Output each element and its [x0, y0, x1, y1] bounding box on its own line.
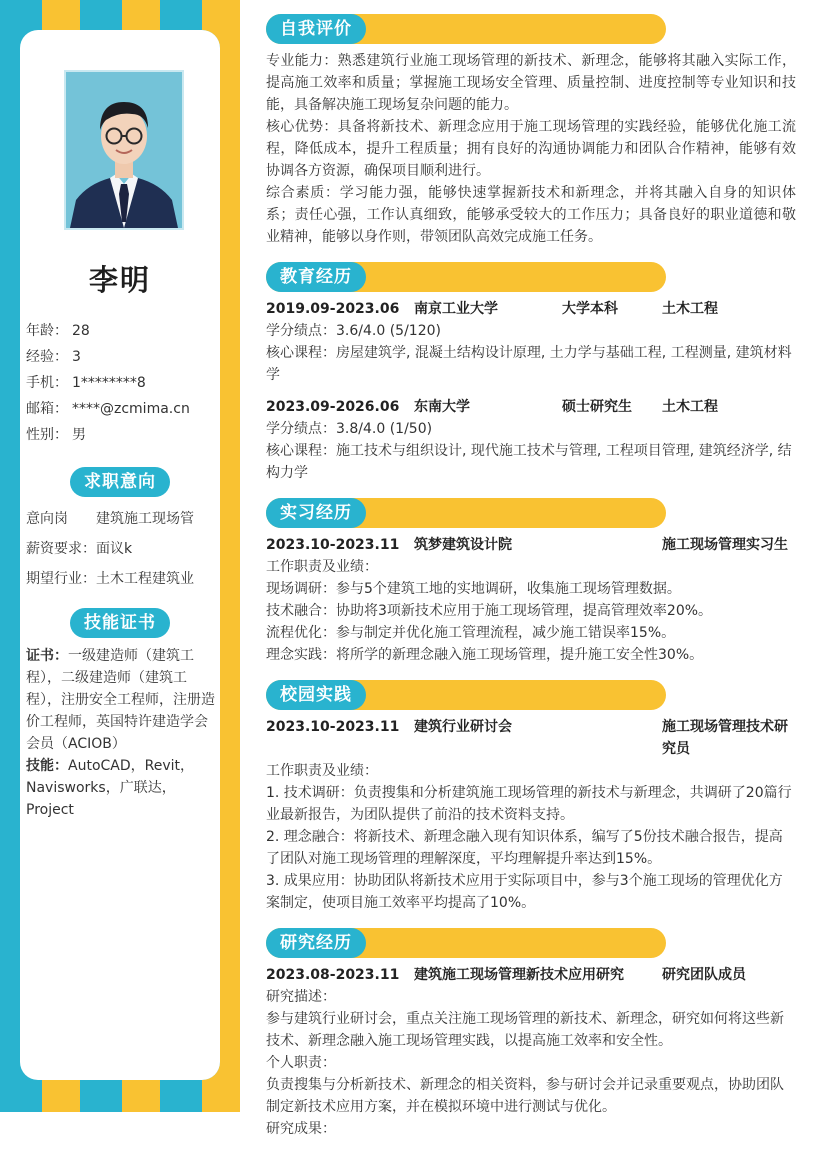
section-title: 研究经历 — [266, 928, 366, 958]
education-gpa: 学分绩点：3.6/4.0 (5/120) — [266, 323, 441, 339]
education-gpa: 学分绩点：3.8/4.0 (1/50) — [266, 421, 433, 437]
research-line: 负责搜集与分析新技术、新理念的相关资料，参与研讨会并记录重要观点，协助团队制定新技术应用方案，并在模拟环境中进行测试与优化。 — [266, 1077, 784, 1115]
campus-line: 工作职责及业绩： — [266, 763, 378, 779]
internship-line: 现场调研：参与5个建筑工地的实地调研，收集施工现场管理数据。 — [266, 581, 681, 597]
skills-text: 技能：AutoCAD，Revit，Navisworks，广联达，Project — [26, 758, 195, 818]
research-entry-header: 2023.08-2023.11 建筑施工现场管理新技术应用研究 研究团队成员 — [266, 967, 746, 983]
internship-line: 工作职责及业绩： — [266, 559, 378, 575]
self-eval-paragraph: 综合素质：学习能力强，能够快速掌握新技术和新理念，并将其融入自身的知识体系；责任心强，工作认真细致，能够承受较大的工作压力；具备良好的职业道德和敬业精神，能够以身作则，带领团队高效完成施工任务。 — [266, 185, 796, 245]
skills-certificates — [26, 645, 216, 821]
sidebar-panel — [20, 30, 220, 1080]
sidebar-card — [20, 30, 220, 1080]
section-internship — [266, 498, 796, 666]
campus-line: 3. 成果应用：协助团队将新技术应用于实际项目中，参与3个施工现场的管理优化方案制定，使项目施工效率平均提高了10%。 — [266, 873, 783, 911]
info-email: 邮箱： ****@zcmima.cn — [26, 401, 190, 417]
internship-line: 流程优化：参与制定并优化施工管理流程，减少施工错误率15%。 — [266, 625, 676, 641]
profile-photo — [64, 70, 184, 230]
section-title: 教育经历 — [266, 262, 366, 292]
section-self-evaluation — [266, 14, 796, 248]
intent-position: 意向岗 建筑施工现场管 — [26, 511, 194, 527]
research-line: 研究描述： — [266, 989, 336, 1005]
skills-heading: 技能证书 — [70, 608, 170, 638]
campus-line: 2. 理念融合：将新技术、新理念融入现有知识体系，编写了5份技术融合报告，提高了团队对施工现场管理的理解深度，平均理解提升率达到15%。 — [266, 829, 783, 867]
intent-salary: 薪资要求：面议k — [26, 541, 133, 557]
self-eval-paragraph: 专业能力：熟悉建筑行业施工现场管理的新技术、新理念，能够将其融入实际工作，提高施工效率和质量；掌握施工现场安全管理、质量控制、进度控制等专业知识和技能，具备解决施工现场复杂问题的能力。 — [266, 53, 796, 113]
sidebar — [0, 0, 240, 1112]
research-line: 参与建筑行业研讨会，重点关注施工现场管理的新技术、新理念，研究如何将这些新技术、新理念融入施工现场管理实践，以提高施工效率和安全性。 — [266, 1011, 784, 1049]
section-campus — [266, 680, 796, 914]
research-line: 研究成果： — [266, 1121, 336, 1137]
education-courses: 核心课程：施工技术与组织设计, 现代施工技术与管理, 工程项目管理, 建筑经济学, 结构力学 — [266, 443, 792, 481]
intent-heading: 求职意向 — [70, 467, 170, 497]
section-header — [266, 498, 796, 528]
research-line: 个人职责： — [266, 1055, 336, 1071]
internship-entry-header: 2023.10-2023.11 筑梦建筑设计院 施工现场管理实习生 — [266, 537, 788, 553]
section-education — [266, 262, 796, 484]
intent-industry: 期望行业：土木工程建筑业 — [26, 571, 194, 587]
info-experience: 经验： 3 — [26, 349, 81, 365]
self-eval-paragraph: 核心优势：具备将新技术、新理念应用于施工现场管理的实践经验，能够优化施工流程，降低成本，提升工程质量；拥有良好的沟通协调能力和团队合作精神，能够有效协调各方资源，确保项目顺利进行。 — [266, 119, 796, 179]
education-entry-header: 2023.09-2026.06 东南大学 硕士研究生 土木工程 — [266, 399, 718, 415]
person-portrait-icon — [66, 72, 182, 228]
section-header — [266, 928, 796, 958]
section-header — [266, 680, 796, 710]
candidate-name: 李明 — [88, 263, 151, 297]
personal-info — [26, 320, 216, 450]
internship-line: 技术融合：协助将3项新技术应用于施工现场管理，提高管理效率20%。 — [266, 603, 713, 619]
section-title: 自我评价 — [266, 14, 366, 44]
internship-line: 理念实践：将所学的新理念融入施工现场管理，提升施工安全性30%。 — [266, 647, 704, 663]
section-title: 校园实践 — [266, 680, 366, 710]
campus-line: 1. 技术调研：负责搜集和分析建筑施工现场管理的新技术与新理念，共调研了20篇行业最新报告，为团队提供了前沿的技术资料支持。 — [266, 785, 792, 823]
main-content — [266, 14, 796, 1150]
section-header — [266, 14, 796, 44]
section-title: 实习经历 — [266, 498, 366, 528]
job-intent — [26, 508, 216, 598]
education-entry-header: 2019.09-2023.06 南京工业大学 大学本科 土木工程 — [266, 301, 718, 317]
info-phone: 手机： 1********8 — [26, 375, 146, 391]
campus-entry-header: 2023.10-2023.11 建筑行业研讨会 施工现场管理技术研究员 — [266, 719, 788, 757]
info-age: 年龄： 28 — [26, 323, 90, 339]
section-research — [266, 928, 796, 1140]
info-gender: 性别： 男 — [26, 427, 86, 443]
section-header — [266, 262, 796, 292]
education-courses: 核心课程：房屋建筑学, 混凝土结构设计原理, 土力学与基础工程, 工程测量, 建筑材料学 — [266, 345, 792, 383]
certificates-text: 证书：一级建造师（建筑工程），二级建造师（建筑工程），注册安全工程师，注册造价工程师，英国特许建造学会会员（ACIOB） — [26, 648, 215, 752]
